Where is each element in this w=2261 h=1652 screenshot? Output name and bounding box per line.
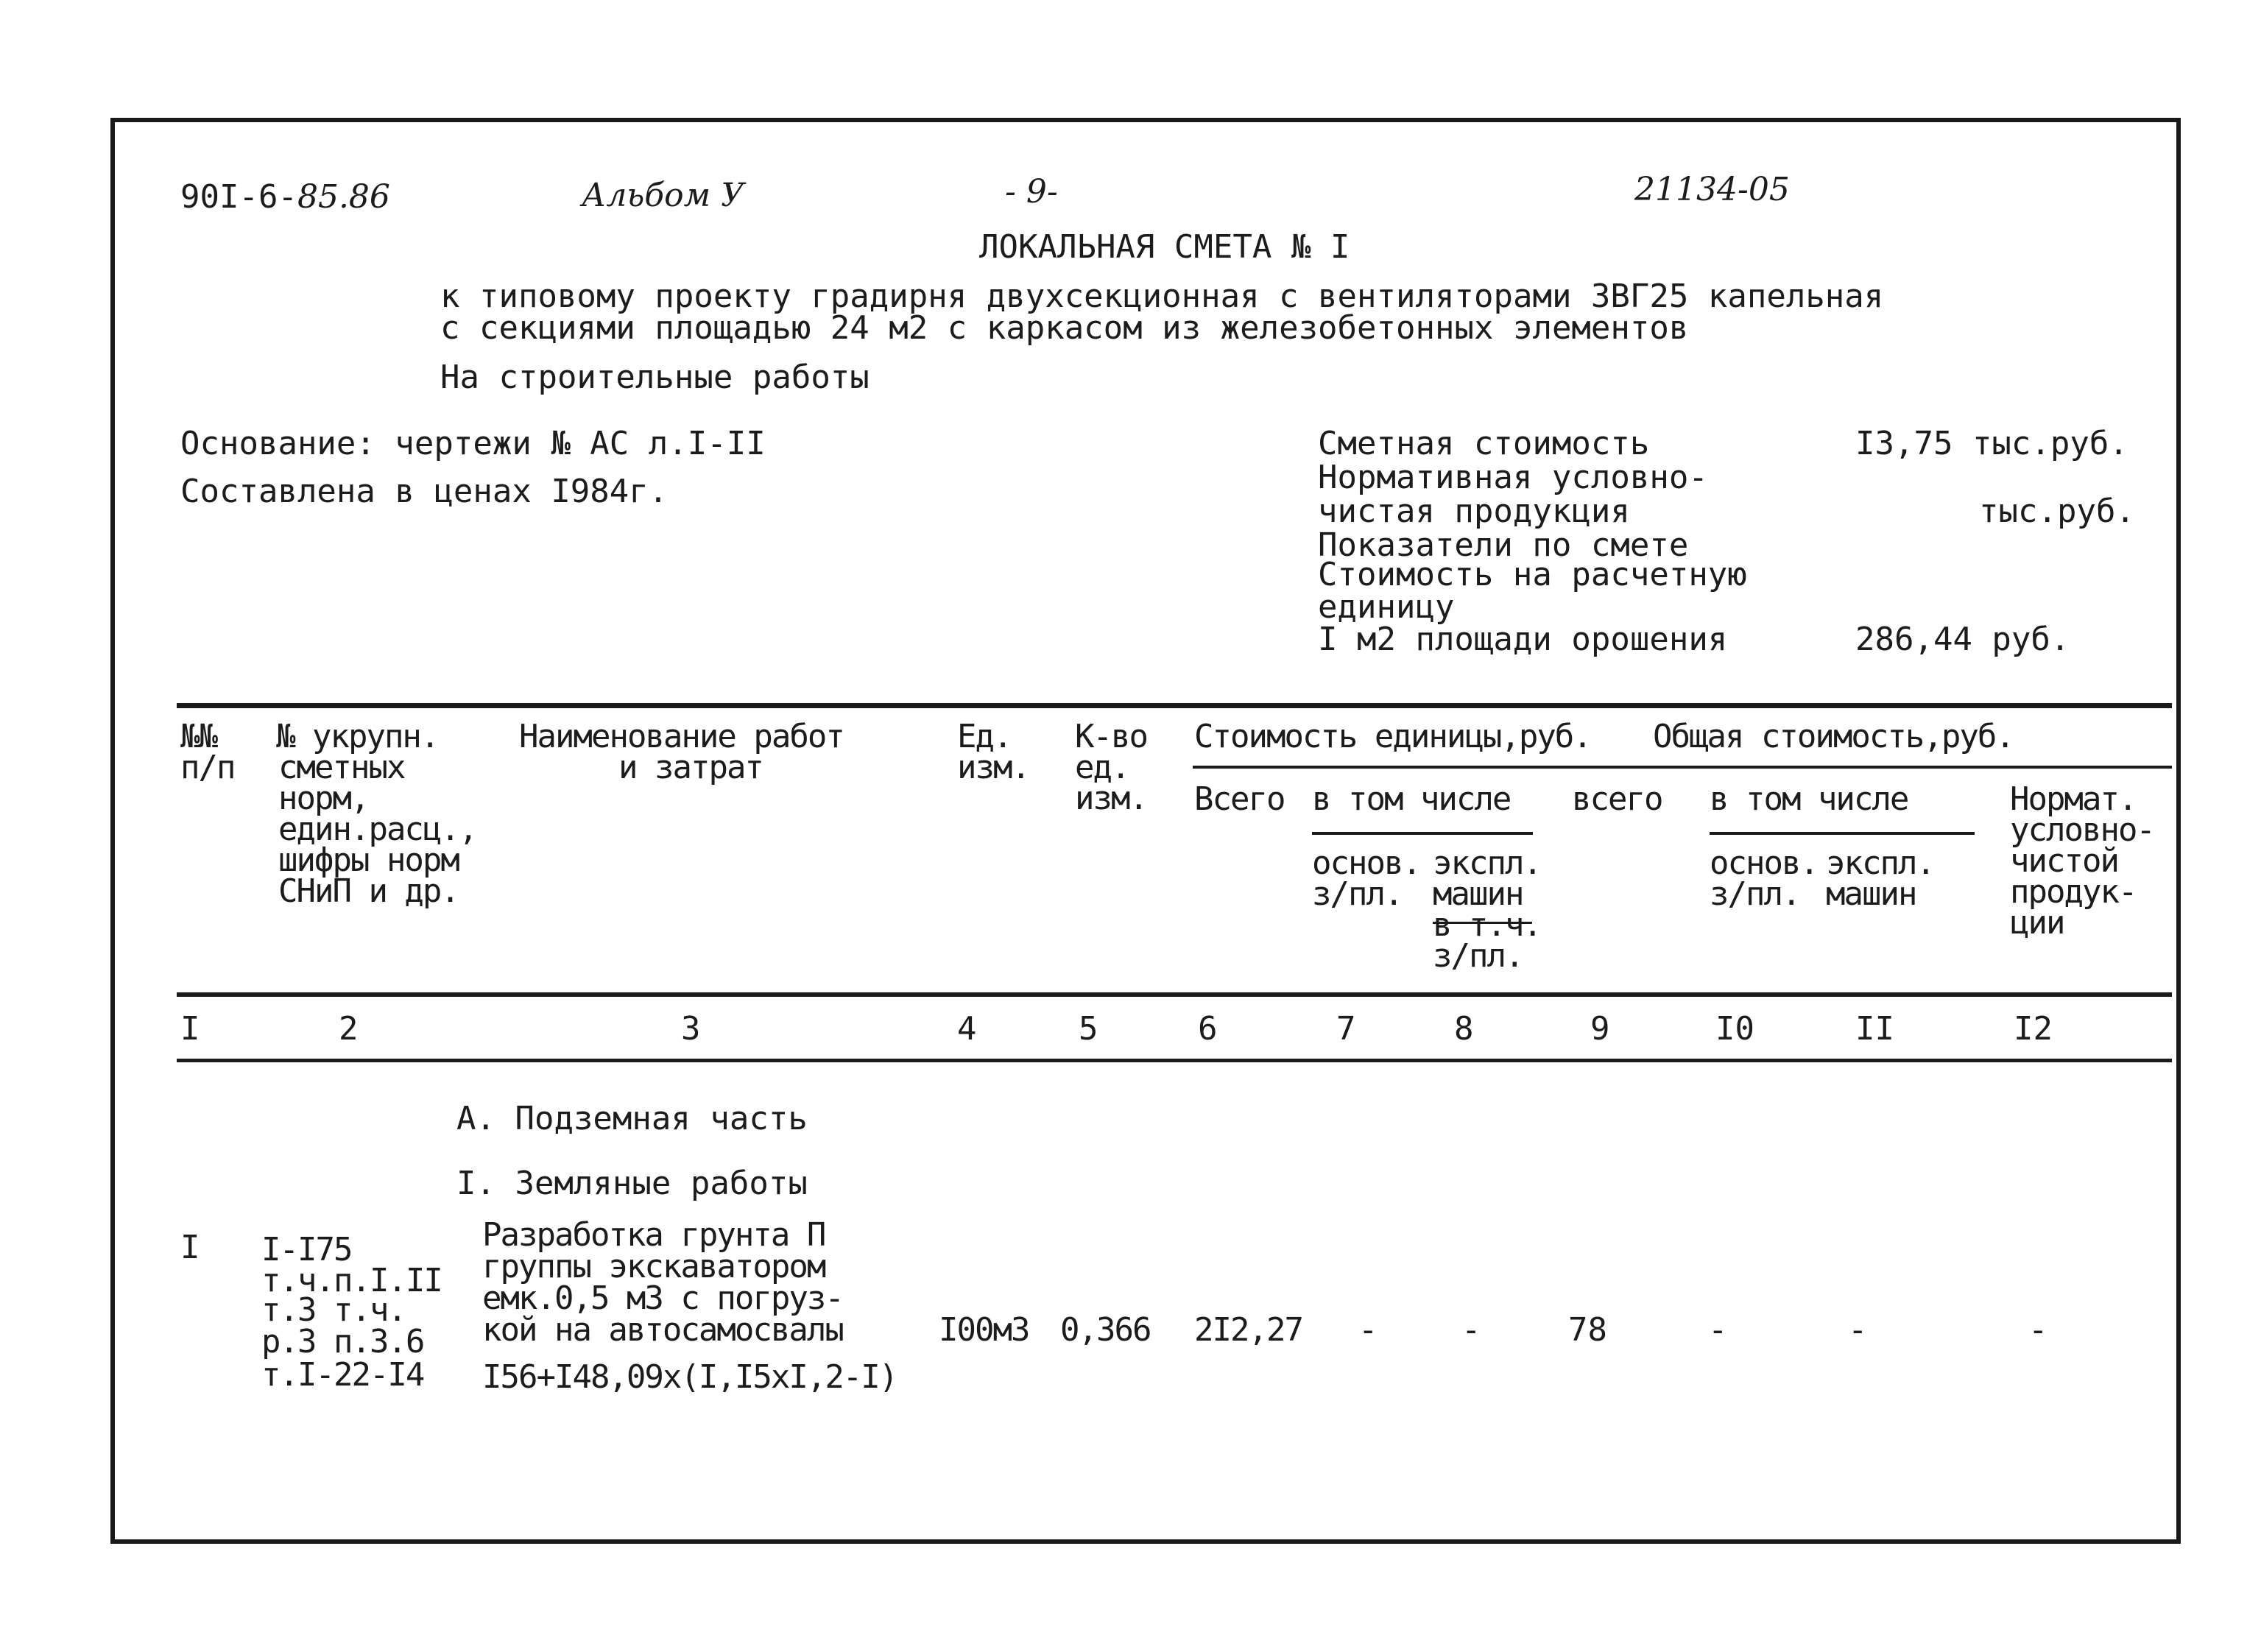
unit-incl-rule bbox=[1312, 832, 1533, 835]
col-number-5: 5 bbox=[1079, 1010, 1098, 1048]
row-unit: I00м3 bbox=[939, 1311, 1029, 1349]
col12-header-3: чистой bbox=[2010, 842, 2118, 880]
row-code-1: I-I75 bbox=[261, 1231, 352, 1268]
col2-header-4: един.расц., bbox=[278, 811, 477, 848]
col-number-2: 2 bbox=[339, 1010, 359, 1048]
page-number: - 9- bbox=[1005, 173, 1058, 211]
col-number-7: 7 bbox=[1336, 1010, 1356, 1048]
col-number-8: 8 bbox=[1454, 1010, 1474, 1048]
total-cost-header: Общая стоимость,руб. bbox=[1653, 718, 2014, 755]
col-number-10: I0 bbox=[1715, 1010, 1754, 1048]
col8-header-1: экспл. bbox=[1433, 844, 1541, 882]
col11-header-2: машин bbox=[1826, 875, 1916, 913]
col-number-3: 3 bbox=[681, 1010, 701, 1048]
estimate-cost-label: Сметная стоимость bbox=[1318, 425, 1650, 462]
row-quantity: 0,366 bbox=[1060, 1311, 1151, 1349]
unit-cost-label-2: единицу bbox=[1318, 588, 1455, 626]
col7-header-1: основ. bbox=[1312, 844, 1420, 882]
col12-header-5: ции bbox=[2010, 904, 2064, 942]
col2-header-6: СНиП и др. bbox=[278, 872, 459, 910]
row-code-3: т.3 т.ч. bbox=[261, 1291, 406, 1329]
col3-header-2: и затрат bbox=[618, 749, 763, 786]
row-col10: - bbox=[1708, 1311, 1728, 1349]
col3-header-1: Наименование работ bbox=[519, 718, 844, 755]
col8-header-3: в т.ч. bbox=[1433, 906, 1541, 944]
header-bottom-rule bbox=[177, 992, 2172, 997]
section-heading: А. Подземная часть bbox=[456, 1100, 808, 1137]
area-label: I м2 площади орошения bbox=[1318, 621, 1728, 658]
col4-header-2: изм. bbox=[957, 749, 1029, 786]
col12-header-1: Нормат. bbox=[2010, 780, 2137, 818]
col2-header-2: сметных bbox=[278, 749, 405, 786]
normative-label-2: чистая продукция bbox=[1318, 493, 1630, 530]
estimate-cost-value: I3,75 тыс.руб. bbox=[1855, 425, 2128, 462]
col2-header-5: шифры норм bbox=[278, 841, 459, 879]
col-number-9: 9 bbox=[1590, 1010, 1610, 1048]
col9-header: всего bbox=[1572, 780, 1662, 818]
row-total: 78 bbox=[1568, 1311, 1607, 1349]
col12-header-4: продук- bbox=[2010, 873, 2137, 911]
total-incl-rule bbox=[1710, 832, 1975, 835]
col5-header-3: изм. bbox=[1075, 780, 1147, 817]
basis-line-2: Составлена в ценах I984г. bbox=[180, 473, 669, 510]
col2-header-3: норм, bbox=[278, 780, 369, 817]
normative-label-1: Нормативная условно- bbox=[1318, 459, 1708, 496]
col2-header-1: № укрупн. bbox=[276, 718, 439, 755]
col5-header-2: ед. bbox=[1075, 749, 1129, 786]
row-col11: - bbox=[1848, 1311, 1868, 1349]
column-numbers-rule bbox=[177, 1059, 2172, 1062]
row-unit-total: 2I2,27 bbox=[1194, 1311, 1302, 1349]
table-top-rule bbox=[177, 703, 2172, 708]
row-col7: - bbox=[1358, 1311, 1378, 1349]
row-col8: - bbox=[1461, 1311, 1481, 1349]
doc-code: 90I-6-85.86 bbox=[180, 178, 390, 216]
col-number-11: II bbox=[1855, 1010, 1894, 1048]
works-type: На строительные работы bbox=[440, 359, 870, 396]
row-name-5: I56+I48,09x(I,I5xI,2-I) bbox=[482, 1358, 897, 1396]
col-number-12: I2 bbox=[2014, 1010, 2053, 1048]
row-code-4: р.3 п.3.6 bbox=[261, 1323, 424, 1360]
unit-incl-header: в том числе bbox=[1312, 780, 1511, 818]
unit-cost-label-1: Стоимость на расчетную bbox=[1318, 556, 1747, 593]
col1-header-1: №№ bbox=[180, 718, 216, 755]
row-code-2: т.ч.п.I.II bbox=[261, 1262, 442, 1299]
project-code: 21134-05 bbox=[1634, 171, 1790, 208]
col7-header-2: з/пл. bbox=[1312, 875, 1403, 913]
col5-header-1: К-во bbox=[1075, 718, 1147, 755]
row-name-3: емк.0,5 м3 с погруз- bbox=[482, 1279, 843, 1317]
subtitle-line-2: с секциями площадью 24 м2 с каркасом из железобетонных элементов bbox=[440, 309, 1689, 347]
col10-header-2: з/пл. bbox=[1710, 875, 1800, 913]
col-number-1: I bbox=[180, 1010, 200, 1048]
row-name-4: кой на автосамосвалы bbox=[482, 1311, 843, 1349]
cost-group-rule bbox=[1193, 766, 2172, 769]
col1-header-2: п/п bbox=[180, 749, 235, 786]
row-name-1: Разработка грунта П bbox=[482, 1216, 825, 1254]
indicators-label: Показатели по смете bbox=[1318, 526, 1689, 564]
col-number-6: 6 bbox=[1198, 1010, 1218, 1048]
unit-cost-header: Стоимость единицы,руб. bbox=[1194, 718, 1591, 755]
col8-header-2: машин bbox=[1433, 875, 1523, 913]
basis-line-1: Основание: чертежи № АС л.I-II bbox=[180, 425, 766, 462]
normative-unit: тыс.руб. bbox=[1979, 493, 2135, 530]
document-title: ЛОКАЛЬНАЯ СМЕТА № I bbox=[979, 228, 1350, 266]
col11-header-1: экспл. bbox=[1826, 844, 1934, 882]
col6-header: Всего bbox=[1194, 780, 1285, 818]
col10-header-1: основ. bbox=[1710, 844, 1818, 882]
row-name-2: группы экскаватором bbox=[482, 1248, 825, 1285]
album-label: Альбом У bbox=[582, 177, 744, 214]
subsection-heading: I. Земляные работы bbox=[456, 1165, 808, 1202]
subtitle-line-1: к типовому проекту градирня двухсекционная с вентиляторами ЗВГ25 капельная bbox=[440, 278, 1884, 315]
row-col12: - bbox=[2028, 1311, 2048, 1349]
row-number: I bbox=[180, 1229, 200, 1266]
col8-header-4: з/пл. bbox=[1433, 937, 1523, 975]
col-number-4: 4 bbox=[957, 1010, 977, 1048]
total-incl-header: в том числе bbox=[1710, 780, 1908, 818]
area-value: 286,44 руб. bbox=[1855, 621, 2070, 658]
col4-header-1: Ед. bbox=[957, 718, 1012, 755]
row-code-5: т.I-22-I4 bbox=[261, 1356, 424, 1394]
col12-header-2: условно- bbox=[2010, 811, 2154, 849]
